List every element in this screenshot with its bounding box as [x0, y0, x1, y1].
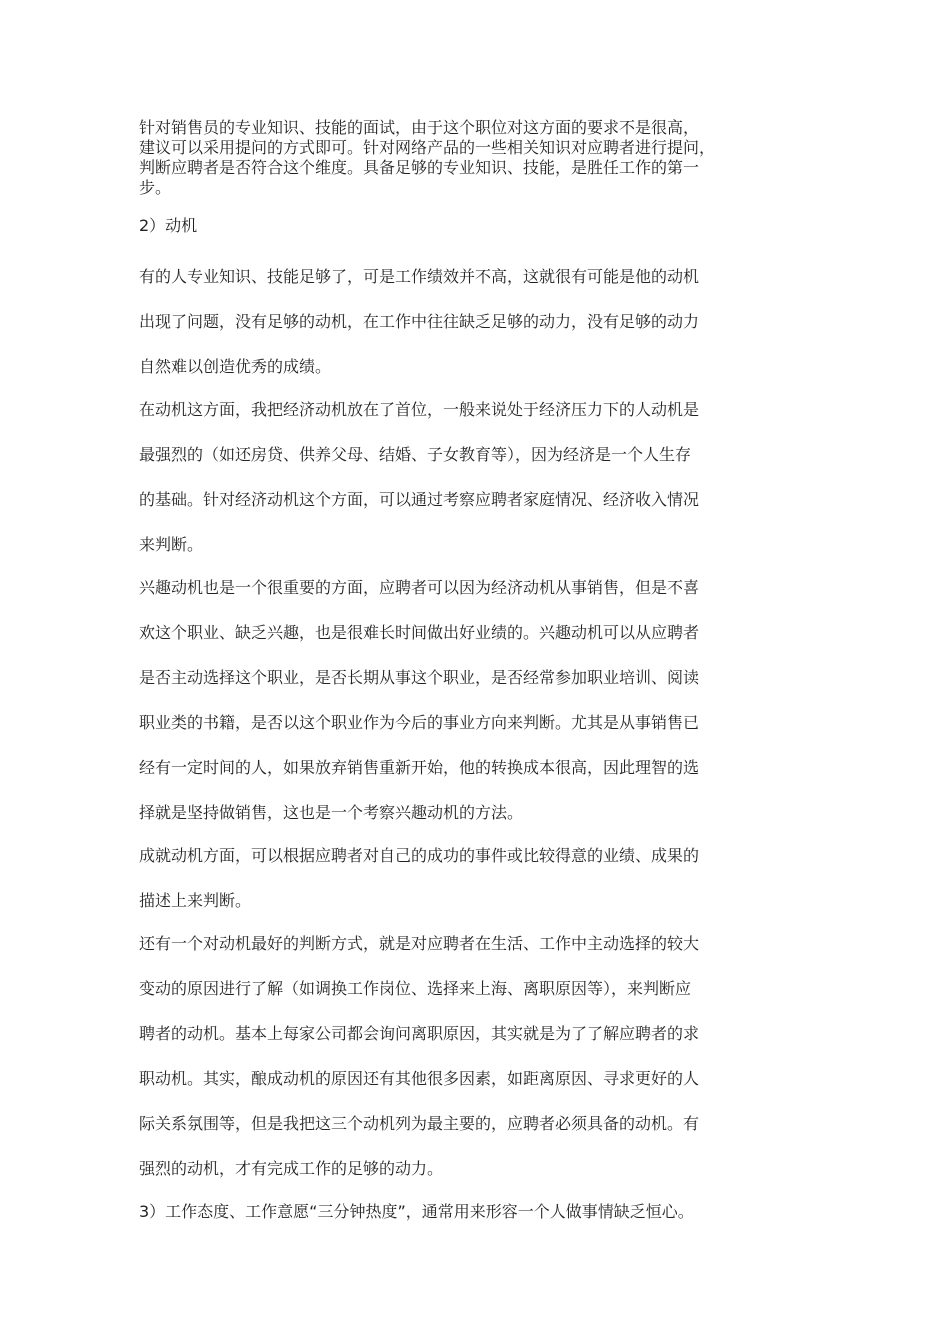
text-line: 成就动机方面，可以根据应聘者对自己的成功的事件或比较得意的业绩、成果的 — [139, 846, 700, 865]
paragraph-economic-motivation — [139, 387, 829, 567]
intro-paragraph — [139, 118, 829, 198]
text-line: 欢这个职业、缺乏兴趣，也是很难长时间做出好业绩的。兴趣动机可以从应聘者 — [139, 623, 700, 642]
text-line: 建议可以采用提问的方式即可。针对网络产品的一些相关知识对应聘者进行提问， — [139, 138, 716, 157]
text-line: 是否主动选择这个职业，是否长期从事这个职业，是否经常参加职业培训、阅读 — [139, 668, 700, 687]
section-heading-motivation: 2）动机 — [139, 216, 198, 235]
text-line: 3）工作态度、工作意愿“三分钟热度”，通常用来形容一个人做事情缺乏恒心。 — [139, 1202, 694, 1221]
text-line: 有的人专业知识、技能足够了，可是工作绩效并不高，这就很有可能是他的动机 — [139, 267, 700, 286]
text-line: 兴趣动机也是一个很重要的方面，应聘者可以因为经济动机从事销售，但是不喜 — [139, 578, 700, 597]
paragraph-work-attitude — [139, 1189, 829, 1234]
text-line: 针对销售员的专业知识、技能的面试，由于这个职位对这方面的要求不是很高， — [139, 118, 700, 137]
text-line: 在动机这方面，我把经济动机放在了首位，一般来说处于经济压力下的人动机是 — [139, 400, 700, 419]
paragraph-skills-vs-motivation — [139, 254, 829, 389]
text-line: 经有一定时间的人，如果放弃销售重新开始，他的转换成本很高，因此理智的选 — [139, 758, 700, 777]
paragraph-judging-motivation — [139, 921, 829, 1191]
text-line: 自然难以创造优秀的成绩。 — [139, 357, 332, 376]
text-line: 步。 — [139, 178, 172, 197]
text-line: 来判断。 — [139, 535, 204, 554]
text-line: 还有一个对动机最好的判断方式，就是对应聘者在生活、工作中主动选择的较大 — [139, 934, 700, 953]
paragraph-achievement-motivation — [139, 833, 829, 923]
text-line: 职动机。其实，酿成动机的原因还有其他很多因素，如距离原因、寻求更好的人 — [139, 1069, 700, 1088]
text-line: 职业类的书籍，是否以这个职业作为今后的事业方向来判断。尤其是从事销售已 — [139, 713, 700, 732]
text-line: 的基础。针对经济动机这个方面，可以通过考察应聘者家庭情况、经济收入情况 — [139, 490, 700, 509]
text-line: 择就是坚持做销售，这也是一个考察兴趣动机的方法。 — [139, 803, 524, 822]
text-line: 描述上来判断。 — [139, 891, 252, 910]
text-line: 最强烈的（如还房贷、供养父母、结婚、子女教育等），因为经济是一个人生存 — [139, 445, 692, 464]
paragraph-interest-motivation — [139, 565, 829, 835]
text-line: 际关系氛围等，但是我把这三个动机列为最主要的，应聘者必须具备的动机。有 — [139, 1114, 700, 1133]
text-line: 聘者的动机。基本上每家公司都会询问离职原因，其实就是为了了解应聘者的求 — [139, 1024, 700, 1043]
text-line: 强烈的动机，才有完成工作的足够的动力。 — [139, 1159, 444, 1178]
document-page — [139, 118, 829, 1232]
text-line: 变动的原因进行了解（如调换工作岗位、选择来上海、离职原因等），来判断应 — [139, 979, 692, 998]
text-line: 判断应聘者是否符合这个维度。具备足够的专业知识、技能，是胜任工作的第一 — [139, 158, 700, 177]
text-line: 出现了问题，没有足够的动机，在工作中往往缺乏足够的动力，没有足够的动力 — [139, 312, 700, 331]
